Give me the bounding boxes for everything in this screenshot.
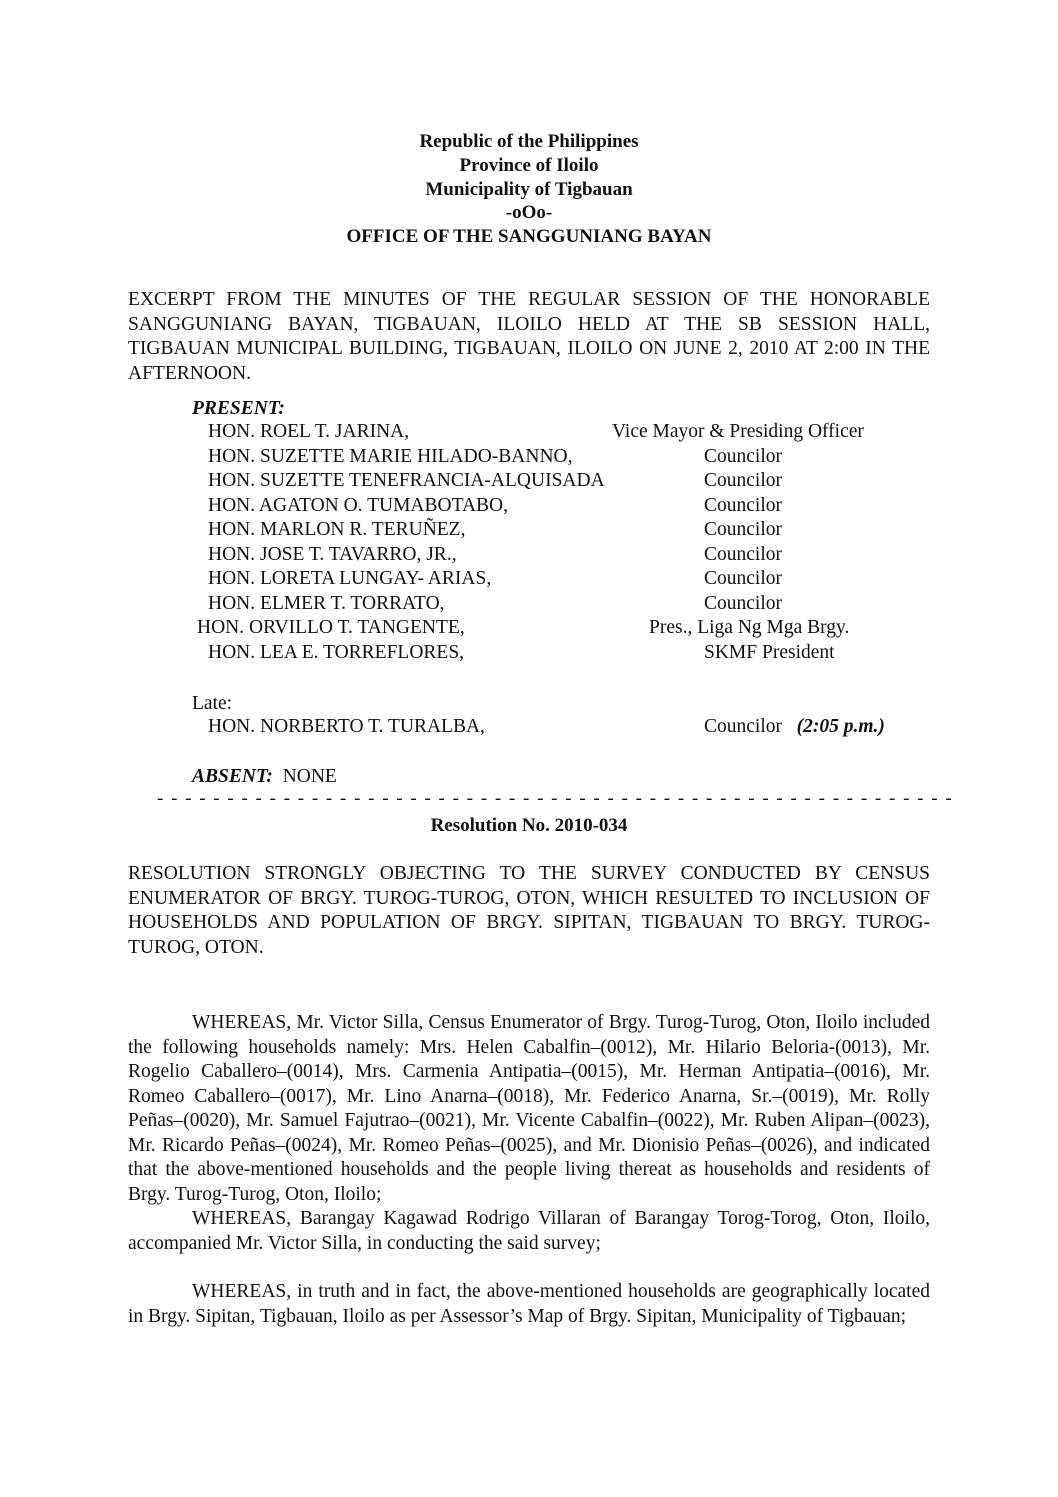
attendee-name: HON. SUZETTE TENEFRANCIA-ALQUISADA — [208, 470, 605, 491]
header-separator: -oOo- — [505, 202, 553, 224]
late-label: Late: — [192, 693, 233, 714]
whereas-clause: WHEREAS, in truth and in fact, the above-mentioned households are geographically located in Brgy. Sipitan, Tigbauan, Iloilo as per Assessor’s Map of Brgy. Sipitan, Municipality of Tigbauan; — [128, 1281, 930, 1327]
present-label: PRESENT: — [192, 398, 285, 419]
absent-line — [192, 765, 337, 790]
attendee-position: SKMF President — [704, 641, 835, 663]
attendee-position: Councilor — [704, 445, 782, 467]
document-header — [0, 130, 1058, 249]
attendee-name: HON. LORETA LUNGAY- ARIAS, — [208, 568, 492, 589]
absent-label: ABSENT: — [192, 766, 273, 787]
whereas-clause: WHEREAS, Barangay Kagawad Rodrigo Villaran of Barangay Torog-Torog, Oton, Iloilo, accompanied Mr. Victor Silla, in conducting the said survey; — [128, 1208, 930, 1254]
attendee-position: Councilor — [704, 592, 782, 614]
present-list — [0, 421, 1058, 671]
attendee-name: HON. ORVILLO T. TANGENTE, — [197, 617, 465, 638]
resolution-number: Resolution No. 2010-034 — [430, 815, 628, 836]
attendee-name: HON. AGATON O. TUMABOTABO, — [208, 494, 508, 516]
attendee-position: Councilor — [704, 494, 782, 516]
attendee-position: Vice Mayor & Presiding Officer — [612, 421, 864, 442]
late-attendee-name: HON. NORBERTO T. TURALBA, — [208, 716, 485, 737]
absent-value: NONE — [282, 766, 337, 787]
header-office: OFFICE OF THE SANGGUNIANG BAYAN — [346, 226, 712, 248]
header-republic: Republic of the Philippines — [419, 131, 639, 152]
attendee-name: HON. MARLON R. TERUÑEZ, — [208, 519, 466, 540]
attendee-name: HON. ELMER T. TORRATO, — [208, 592, 445, 614]
attendee-name: HON. SUZETTE MARIE HILADO-BANNO, — [208, 445, 573, 467]
attendee-name: HON. ROEL T. JARINA, — [208, 421, 410, 442]
attendee-name: HON. LEA E. TORREFLORES, — [208, 641, 465, 663]
header-province: Province of Iloilo — [459, 154, 599, 176]
minutes-excerpt: EXCERPT FROM THE MINUTES OF THE REGULAR SESSION OF THE HONORABLE SANGGUNIANG BAYAN, TIGBAUAN, ILOILO HELD AT THE SB SESSION HALL, TIGBAUAN MUNICIPAL BUILDING, TIGBAUAN, ILOILO ON JUNE 2, 2010 AT 2:00 IN THE AFTERNOON. — [128, 289, 930, 384]
late-attendee-position: Councilor (2:05 p.m.) — [704, 716, 885, 737]
attendee-position: Pres., Liga Ng Mga Brgy. — [649, 617, 850, 638]
attendee-position: Councilor — [704, 470, 782, 491]
attendee-position: Councilor — [704, 568, 782, 589]
attendee-position: Councilor — [704, 543, 782, 565]
resolution-title: RESOLUTION STRONGLY OBJECTING TO THE SURVEY CONDUCTED BY CENSUS ENUMERATOR OF BRGY. TUROG-TUROG, OTON, WHICH RESULTED TO INCLUSION OF HOUSEHOLDS AND POPULATION OF BRGY. SIPITAN, TIGBAUAN TO BRGY. TUROG-TUROG, OTON. — [128, 863, 930, 958]
section-divider: - - - - - - - - - - - - - - - - - - - - - - - - - - - - - - - - - - - - - - - - - - - - - - - - - - - - - - - - - — [157, 788, 954, 809]
attendee-position: Councilor — [704, 519, 782, 540]
header-municipality: Municipality of Tigbauan — [425, 178, 633, 200]
late-attendee-row — [0, 716, 1058, 741]
attendee-name: HON. JOSE T. TAVARRO, JR., — [208, 543, 457, 565]
late-arrival-time: (2:05 p.m.) — [796, 716, 885, 737]
whereas-clause: WHEREAS, Mr. Victor Silla, Census Enumerator of Brgy. Turog-Turog, Oton, Iloilo included the following households namely: Mrs. Helen Cabalfin–(0012), Mr. Hilario Beloria-(0013), Mr. Rogelio Caballero–(0014), Mrs. Carmenia Antipatia–(0015), Mr. Herman Antipatia–(0016), Mr. Romeo Caballero–(0017), Mr. Lino Anarna–(0018), Mr. Federico Anarna, Sr.–(0019), Mr. Rolly Peñas–(0020), Mr. Samuel Fajutrao–(0021), Mr. Vicente Cabalfin–(0022), Mr. Ruben Alipan–(0023), Mr. Ricardo Peñas–(0024), Mr. Romeo Peñas–(0025), and Mr. Dionisio Peñas–(0026), and indicated that the above-mentioned households and the people living thereat as households and residents of Brgy. Turog-Turog, Oton, Iloilo; — [128, 1012, 930, 1205]
